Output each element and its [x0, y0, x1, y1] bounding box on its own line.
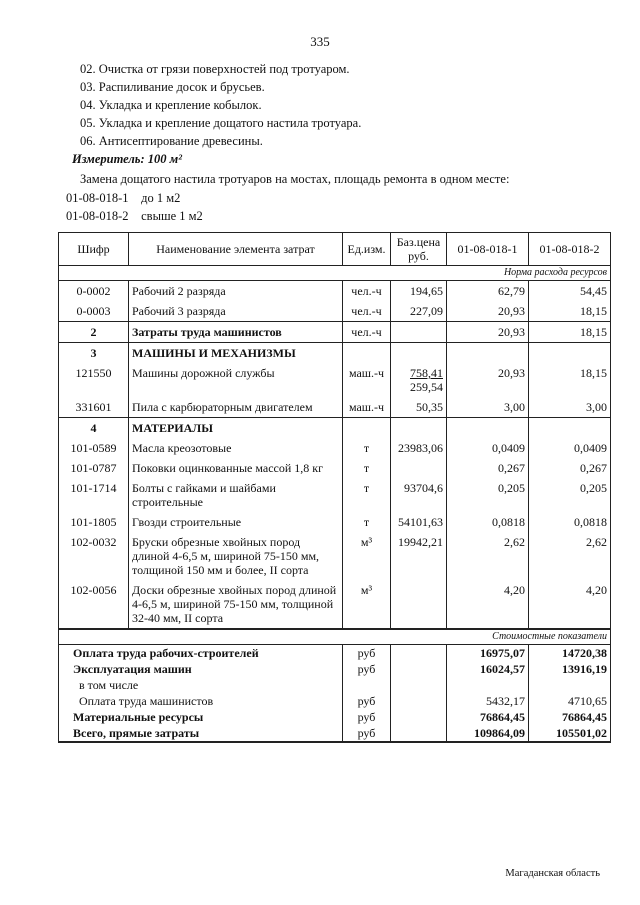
cost-variant-2: 4710,65 — [529, 693, 611, 709]
cost-name: в том числе — [59, 677, 343, 693]
cell-code: 0-0002 — [59, 281, 129, 302]
cell-code: 121550 — [59, 363, 129, 397]
cost-body — [59, 645, 611, 743]
cell-variant-2: 0,267 — [529, 458, 611, 478]
cost-variant-2: 13916,19 — [529, 661, 611, 677]
cell-unit: т — [343, 458, 391, 478]
table-row — [59, 512, 611, 532]
cost-variant-2: 14720,38 — [529, 645, 611, 662]
col-header-name: Наименование элемента затрат — [129, 233, 343, 266]
cell-variant-2: 18,15 — [529, 322, 611, 343]
cell-unit: т — [343, 478, 391, 512]
cell-variant-1 — [447, 343, 529, 364]
cost-row — [59, 645, 611, 662]
cell-variant-1: 3,00 — [447, 397, 529, 418]
cell-price: 50,35 — [391, 397, 447, 418]
cost-caption-row — [59, 629, 611, 645]
cell-variant-1: 20,93 — [447, 301, 529, 322]
cost-variant-1: 16975,07 — [447, 645, 529, 662]
cost-name: Оплата труда машинистов — [59, 693, 343, 709]
table-row — [59, 397, 611, 418]
table-row — [59, 343, 611, 364]
cell-price — [391, 363, 447, 397]
cost-row — [59, 661, 611, 677]
cell-variant-2 — [529, 418, 611, 439]
cost-caption: Стоимостные показатели — [59, 629, 611, 645]
cell-variant-1: 20,93 — [447, 363, 529, 397]
cell-variant-1: 0,267 — [447, 458, 529, 478]
cell-unit — [343, 418, 391, 439]
cell-code: 4 — [59, 418, 129, 439]
cell-name: Доски обрезные хвойных пород длиной 4-6,5 м, шириной 75-150 мм, толщиной 32-40 мм, II сорта — [129, 580, 343, 629]
cell-variant-1: 2,62 — [447, 532, 529, 580]
cell-code: 101-0589 — [59, 438, 129, 458]
cell-price: 93704,6 — [391, 478, 447, 512]
cell-name: Поковки оцинкованные массой 1,8 кг — [129, 458, 343, 478]
cell-variant-1: 0,205 — [447, 478, 529, 512]
code-line — [66, 209, 203, 224]
cost-variant-1: 5432,17 — [447, 693, 529, 709]
price-value-secondary: 259,54 — [410, 380, 443, 394]
cell-code: 0-0003 — [59, 301, 129, 322]
cell-variant-2: 0,0818 — [529, 512, 611, 532]
cell-unit: маш.-ч — [343, 363, 391, 397]
table-body — [59, 281, 611, 630]
cell-price: 54101,63 — [391, 512, 447, 532]
col-header-price: Баз.цена руб. — [391, 233, 447, 266]
cell-variant-2: 0,205 — [529, 478, 611, 512]
cell-code: 101-1805 — [59, 512, 129, 532]
cell-variant-1: 0,0409 — [447, 438, 529, 458]
cell-code: 3 — [59, 343, 129, 364]
col-header-code: Шифр — [59, 233, 129, 266]
cell-variant-2: 54,45 — [529, 281, 611, 302]
cell-unit: чел.-ч — [343, 281, 391, 302]
table-row — [59, 281, 611, 302]
footer-region: Магаданская область — [505, 868, 600, 879]
cost-price-empty — [391, 725, 447, 742]
intro-line: 03. Распиливание досок и брусьев. — [80, 80, 265, 94]
cell-code: 101-1714 — [59, 478, 129, 512]
intro-line: 06. Антисептирование древесины. — [80, 134, 263, 148]
price-value: 758,41 — [410, 366, 443, 380]
cost-variant-1: 109864,09 — [447, 725, 529, 742]
measure-unit: Измеритель: 100 м² — [72, 152, 182, 166]
cost-unit: руб — [343, 693, 391, 709]
cell-price — [391, 580, 447, 629]
intro-line: 02. Очистка от грязи поверхностей под тротуаром. — [80, 62, 350, 76]
cell-unit: чел.-ч — [343, 301, 391, 322]
cell-variant-2 — [529, 343, 611, 364]
code-label: до 1 м2 — [141, 191, 181, 205]
cell-variant-2: 0,0409 — [529, 438, 611, 458]
col-header-variant-1: 01-08-018-1 — [447, 233, 529, 266]
cell-price: 227,09 — [391, 301, 447, 322]
cell-name: Затраты труда машинистов — [129, 322, 343, 343]
cell-code: 101-0787 — [59, 458, 129, 478]
cell-code: 2 — [59, 322, 129, 343]
cell-variant-2: 18,15 — [529, 301, 611, 322]
cost-variant-1: 16024,57 — [447, 661, 529, 677]
cell-price — [391, 418, 447, 439]
table-row — [59, 532, 611, 580]
cost-variant-2: 105501,02 — [529, 725, 611, 742]
table-row — [59, 363, 611, 397]
cost-row — [59, 725, 611, 742]
cost-price-empty — [391, 693, 447, 709]
cost-row — [59, 709, 611, 725]
cell-name: Машины дорожной службы — [129, 363, 343, 397]
cell-name: МАТЕРИАЛЫ — [129, 418, 343, 439]
cell-name: Пила с карбюраторным двигателем — [129, 397, 343, 418]
cell-unit — [343, 343, 391, 364]
cell-name: МАШИНЫ И МЕХАНИЗМЫ — [129, 343, 343, 364]
cost-unit: руб — [343, 661, 391, 677]
cost-price-empty — [391, 677, 447, 693]
intro-list — [80, 60, 361, 150]
col-header-unit: Ед.изм. — [343, 233, 391, 266]
cell-code: 102-0056 — [59, 580, 129, 629]
table-row — [59, 458, 611, 478]
cell-name: Рабочий 3 разряда — [129, 301, 343, 322]
table-row — [59, 438, 611, 458]
table-row — [59, 580, 611, 629]
cell-code: 331601 — [59, 397, 129, 418]
work-description: Замена дощатого настила тротуаров на мостах, площадь ремонта в одном месте: — [80, 172, 510, 186]
norm-caption: Норма расхода ресурсов — [59, 266, 611, 281]
cell-unit: чел.-ч — [343, 322, 391, 343]
cost-name: Эксплуатация машин — [59, 661, 343, 677]
cost-price-empty — [391, 709, 447, 725]
table-row — [59, 478, 611, 512]
cell-name: Масла креозотовые — [129, 438, 343, 458]
cell-variant-1: 20,93 — [447, 322, 529, 343]
cost-variant-1 — [447, 677, 529, 693]
cost-variant-2 — [529, 677, 611, 693]
cost-unit — [343, 677, 391, 693]
cell-variant-1: 4,20 — [447, 580, 529, 629]
resource-table — [58, 232, 611, 743]
cell-variant-2: 2,62 — [529, 532, 611, 580]
table-row — [59, 418, 611, 439]
cost-unit: руб — [343, 725, 391, 742]
cell-variant-1: 62,79 — [447, 281, 529, 302]
cell-name: Бруски обрезные хвойных пород длиной 4-6,5 м, шириной 75-150 мм, толщиной 150 мм и более, II сорта — [129, 532, 343, 580]
cost-row — [59, 677, 611, 693]
cell-variant-2: 4,20 — [529, 580, 611, 629]
code-id: 01-08-018-2 — [66, 209, 129, 223]
table-header-row — [59, 233, 611, 266]
cell-price — [391, 322, 447, 343]
code-label: свыше 1 м2 — [141, 209, 203, 223]
cost-unit: руб — [343, 645, 391, 662]
cost-row — [59, 693, 611, 709]
page-number: 335 — [310, 34, 330, 49]
cell-code: 102-0032 — [59, 532, 129, 580]
cell-price — [391, 458, 447, 478]
norm-caption-row — [59, 266, 611, 281]
cell-unit: маш.-ч — [343, 397, 391, 418]
cell-price: 19942,21 — [391, 532, 447, 580]
cost-price-empty — [391, 645, 447, 662]
cell-price: 23983,06 — [391, 438, 447, 458]
cell-unit: т — [343, 438, 391, 458]
cell-variant-2: 3,00 — [529, 397, 611, 418]
cost-variant-2: 76864,45 — [529, 709, 611, 725]
cell-price — [391, 343, 447, 364]
cell-name: Гвозди строительные — [129, 512, 343, 532]
cell-name: Болты с гайками и шайбами строительные — [129, 478, 343, 512]
cell-variant-1 — [447, 418, 529, 439]
cell-variant-2: 18,15 — [529, 363, 611, 397]
code-id: 01-08-018-1 — [66, 191, 129, 205]
cost-variant-1: 76864,45 — [447, 709, 529, 725]
cell-unit: м³ — [343, 532, 391, 580]
cell-unit: м³ — [343, 580, 391, 629]
col-header-variant-2: 01-08-018-2 — [529, 233, 611, 266]
cell-name: Рабочий 2 разряда — [129, 281, 343, 302]
intro-line: 04. Укладка и крепление кобылок. — [80, 98, 262, 112]
cost-name: Оплата труда рабочих-строителей — [59, 645, 343, 662]
cost-unit: руб — [343, 709, 391, 725]
cell-variant-1: 0,0818 — [447, 512, 529, 532]
intro-line: 05. Укладка и крепление дощатого настила тротуара. — [80, 116, 362, 130]
cell-unit: т — [343, 512, 391, 532]
cell-price: 194,65 — [391, 281, 447, 302]
cost-price-empty — [391, 661, 447, 677]
table-row — [59, 301, 611, 322]
table-row — [59, 322, 611, 343]
cost-name: Материальные ресурсы — [59, 709, 343, 725]
code-line — [66, 191, 180, 206]
cost-name: Всего, прямые затраты — [59, 725, 343, 742]
